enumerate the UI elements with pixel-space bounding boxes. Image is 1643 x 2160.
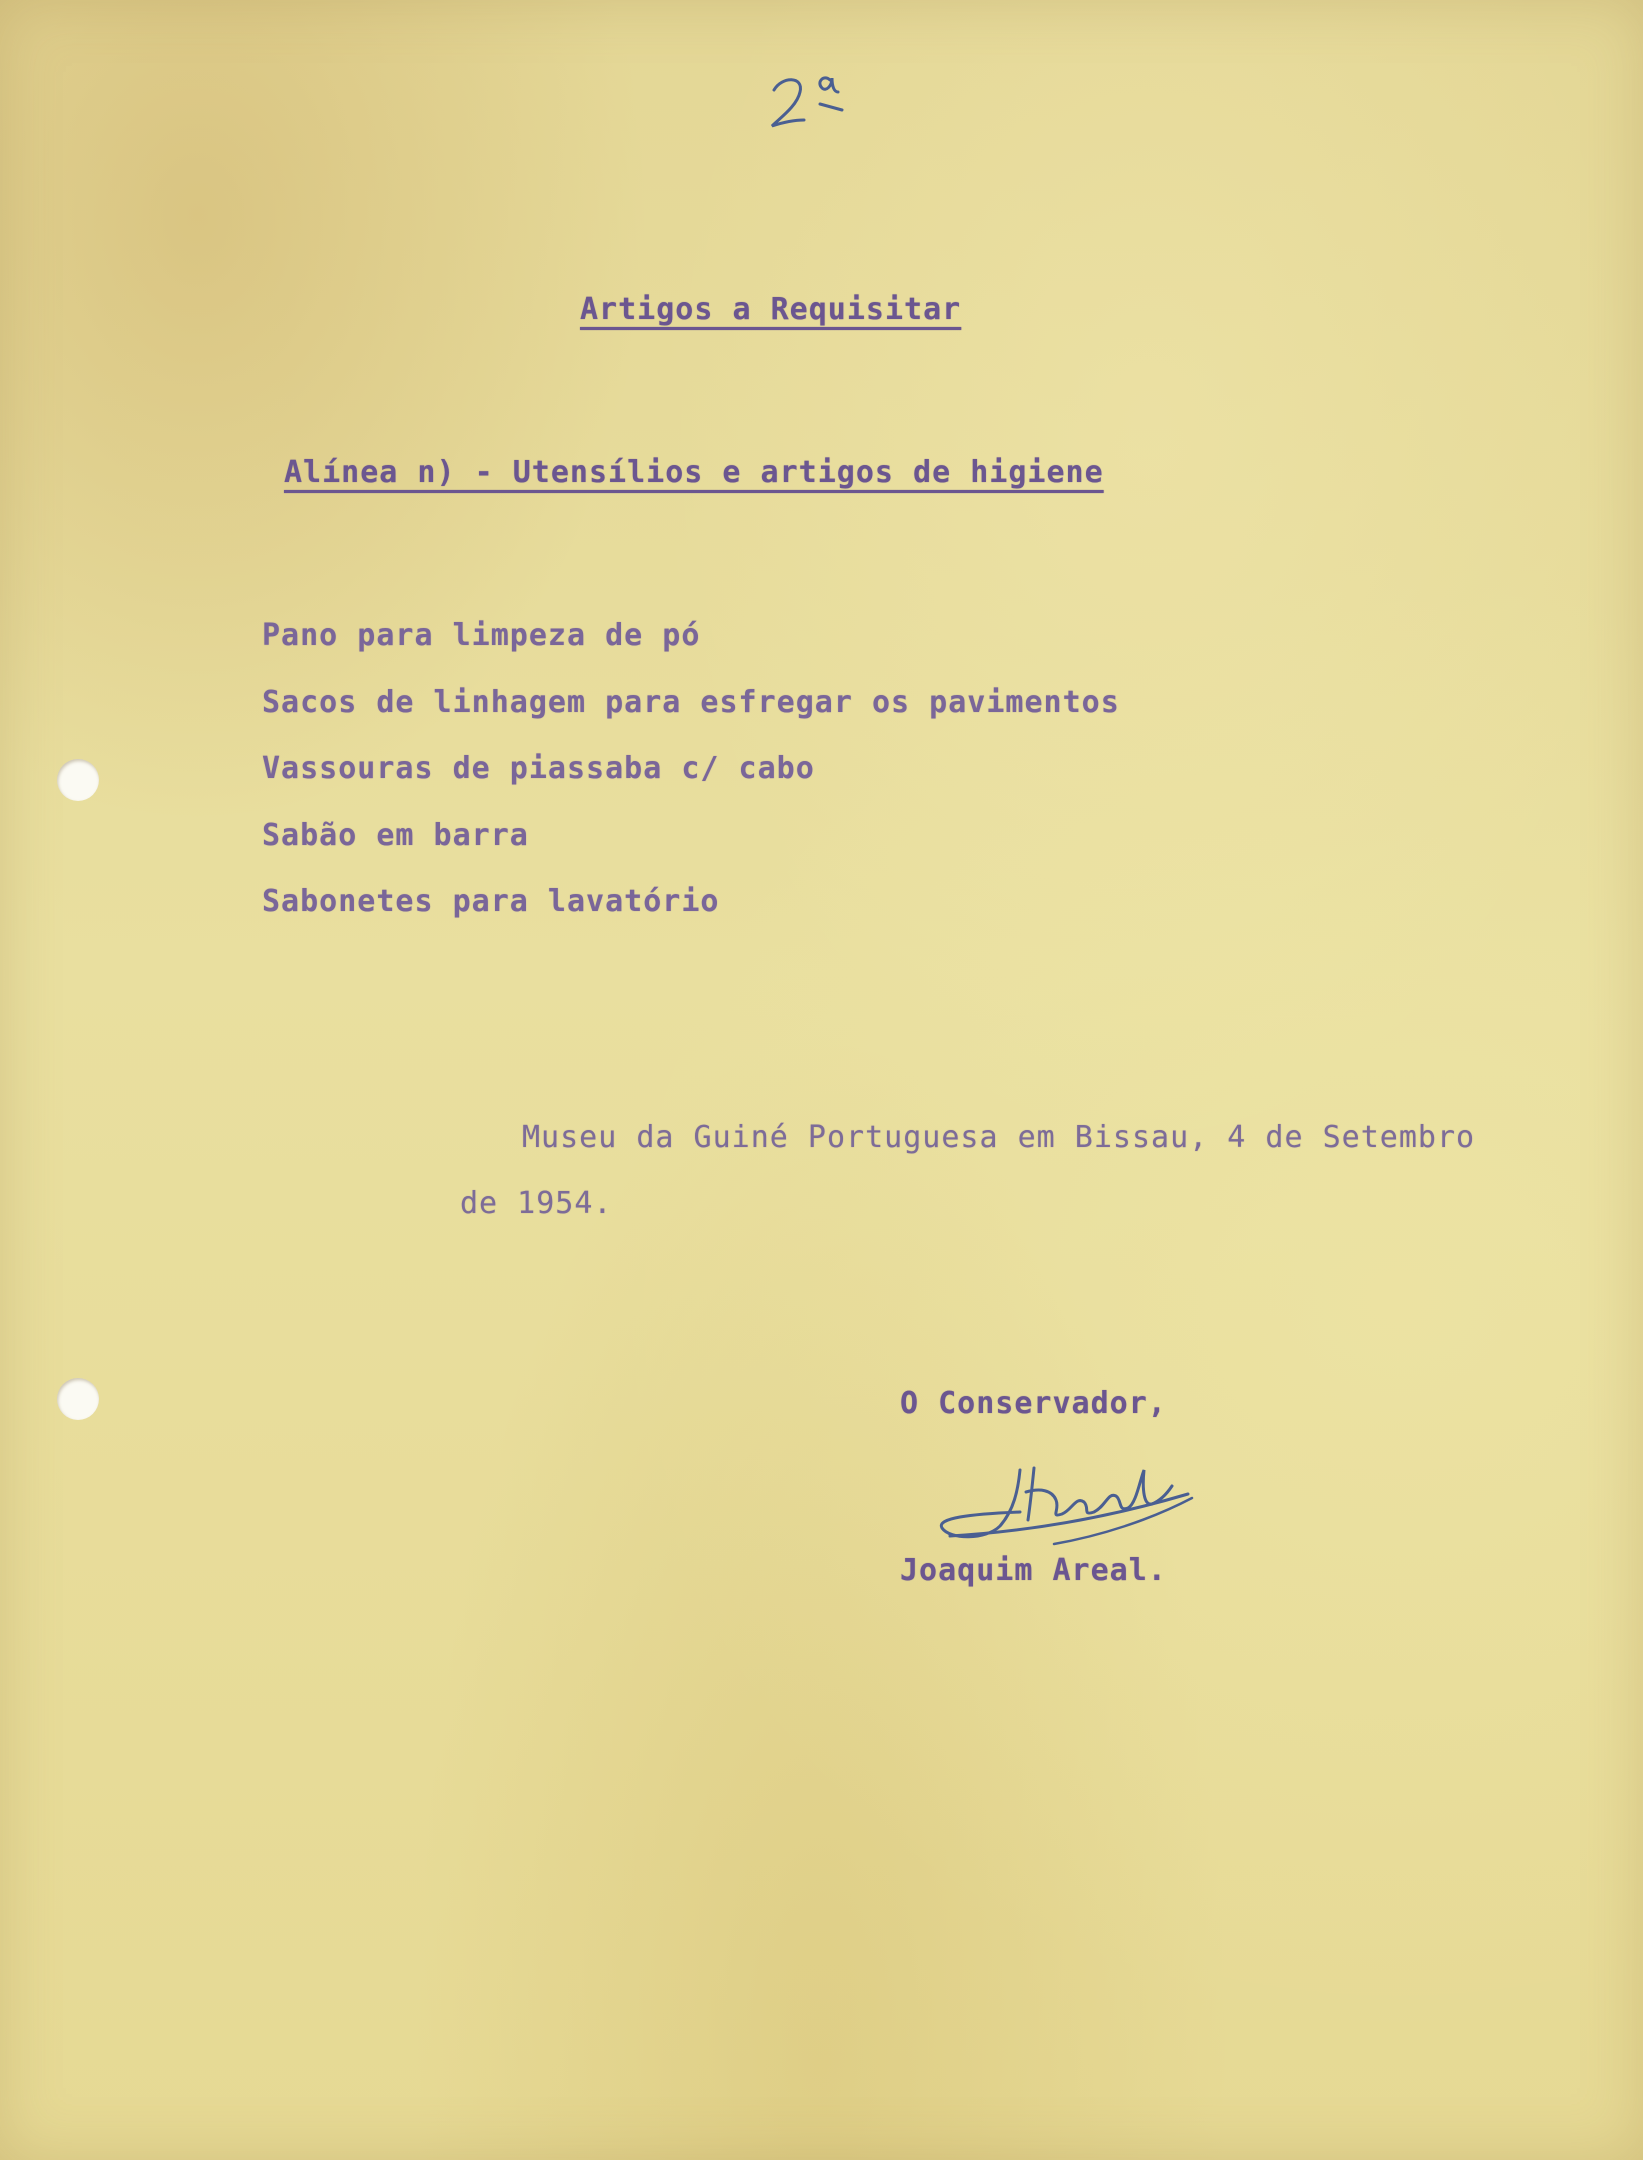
document-title: Artigos a Requisitar [580, 292, 962, 327]
punch-hole [57, 1378, 99, 1420]
list-item: Sabão em barra [262, 817, 529, 853]
signatory-name: Joaquim Areal. [900, 1553, 1167, 1588]
list-item: Sacos de linhagem para esfregar os pavimentos [262, 684, 1120, 720]
handwritten-page-number [760, 62, 870, 142]
list-item: Sabonetes para lavatório [262, 884, 720, 919]
requisition-item-list [262, 618, 1120, 951]
section-subtitle: Alínea n) - Utensílios e artigos de higiene [284, 455, 1104, 490]
place-date-line: de 1954. [460, 1186, 613, 1221]
punch-hole [57, 759, 99, 801]
handwritten-signature [930, 1440, 1200, 1560]
place-date-line: Museu da Guiné Portuguesa em Bissau, 4 de Setembro [522, 1120, 1476, 1155]
signatory-role: O Conservador, [900, 1386, 1167, 1421]
list-item: Vassouras de piassaba c/ cabo [262, 751, 815, 786]
list-item: Pano para limpeza de pó [262, 618, 701, 653]
